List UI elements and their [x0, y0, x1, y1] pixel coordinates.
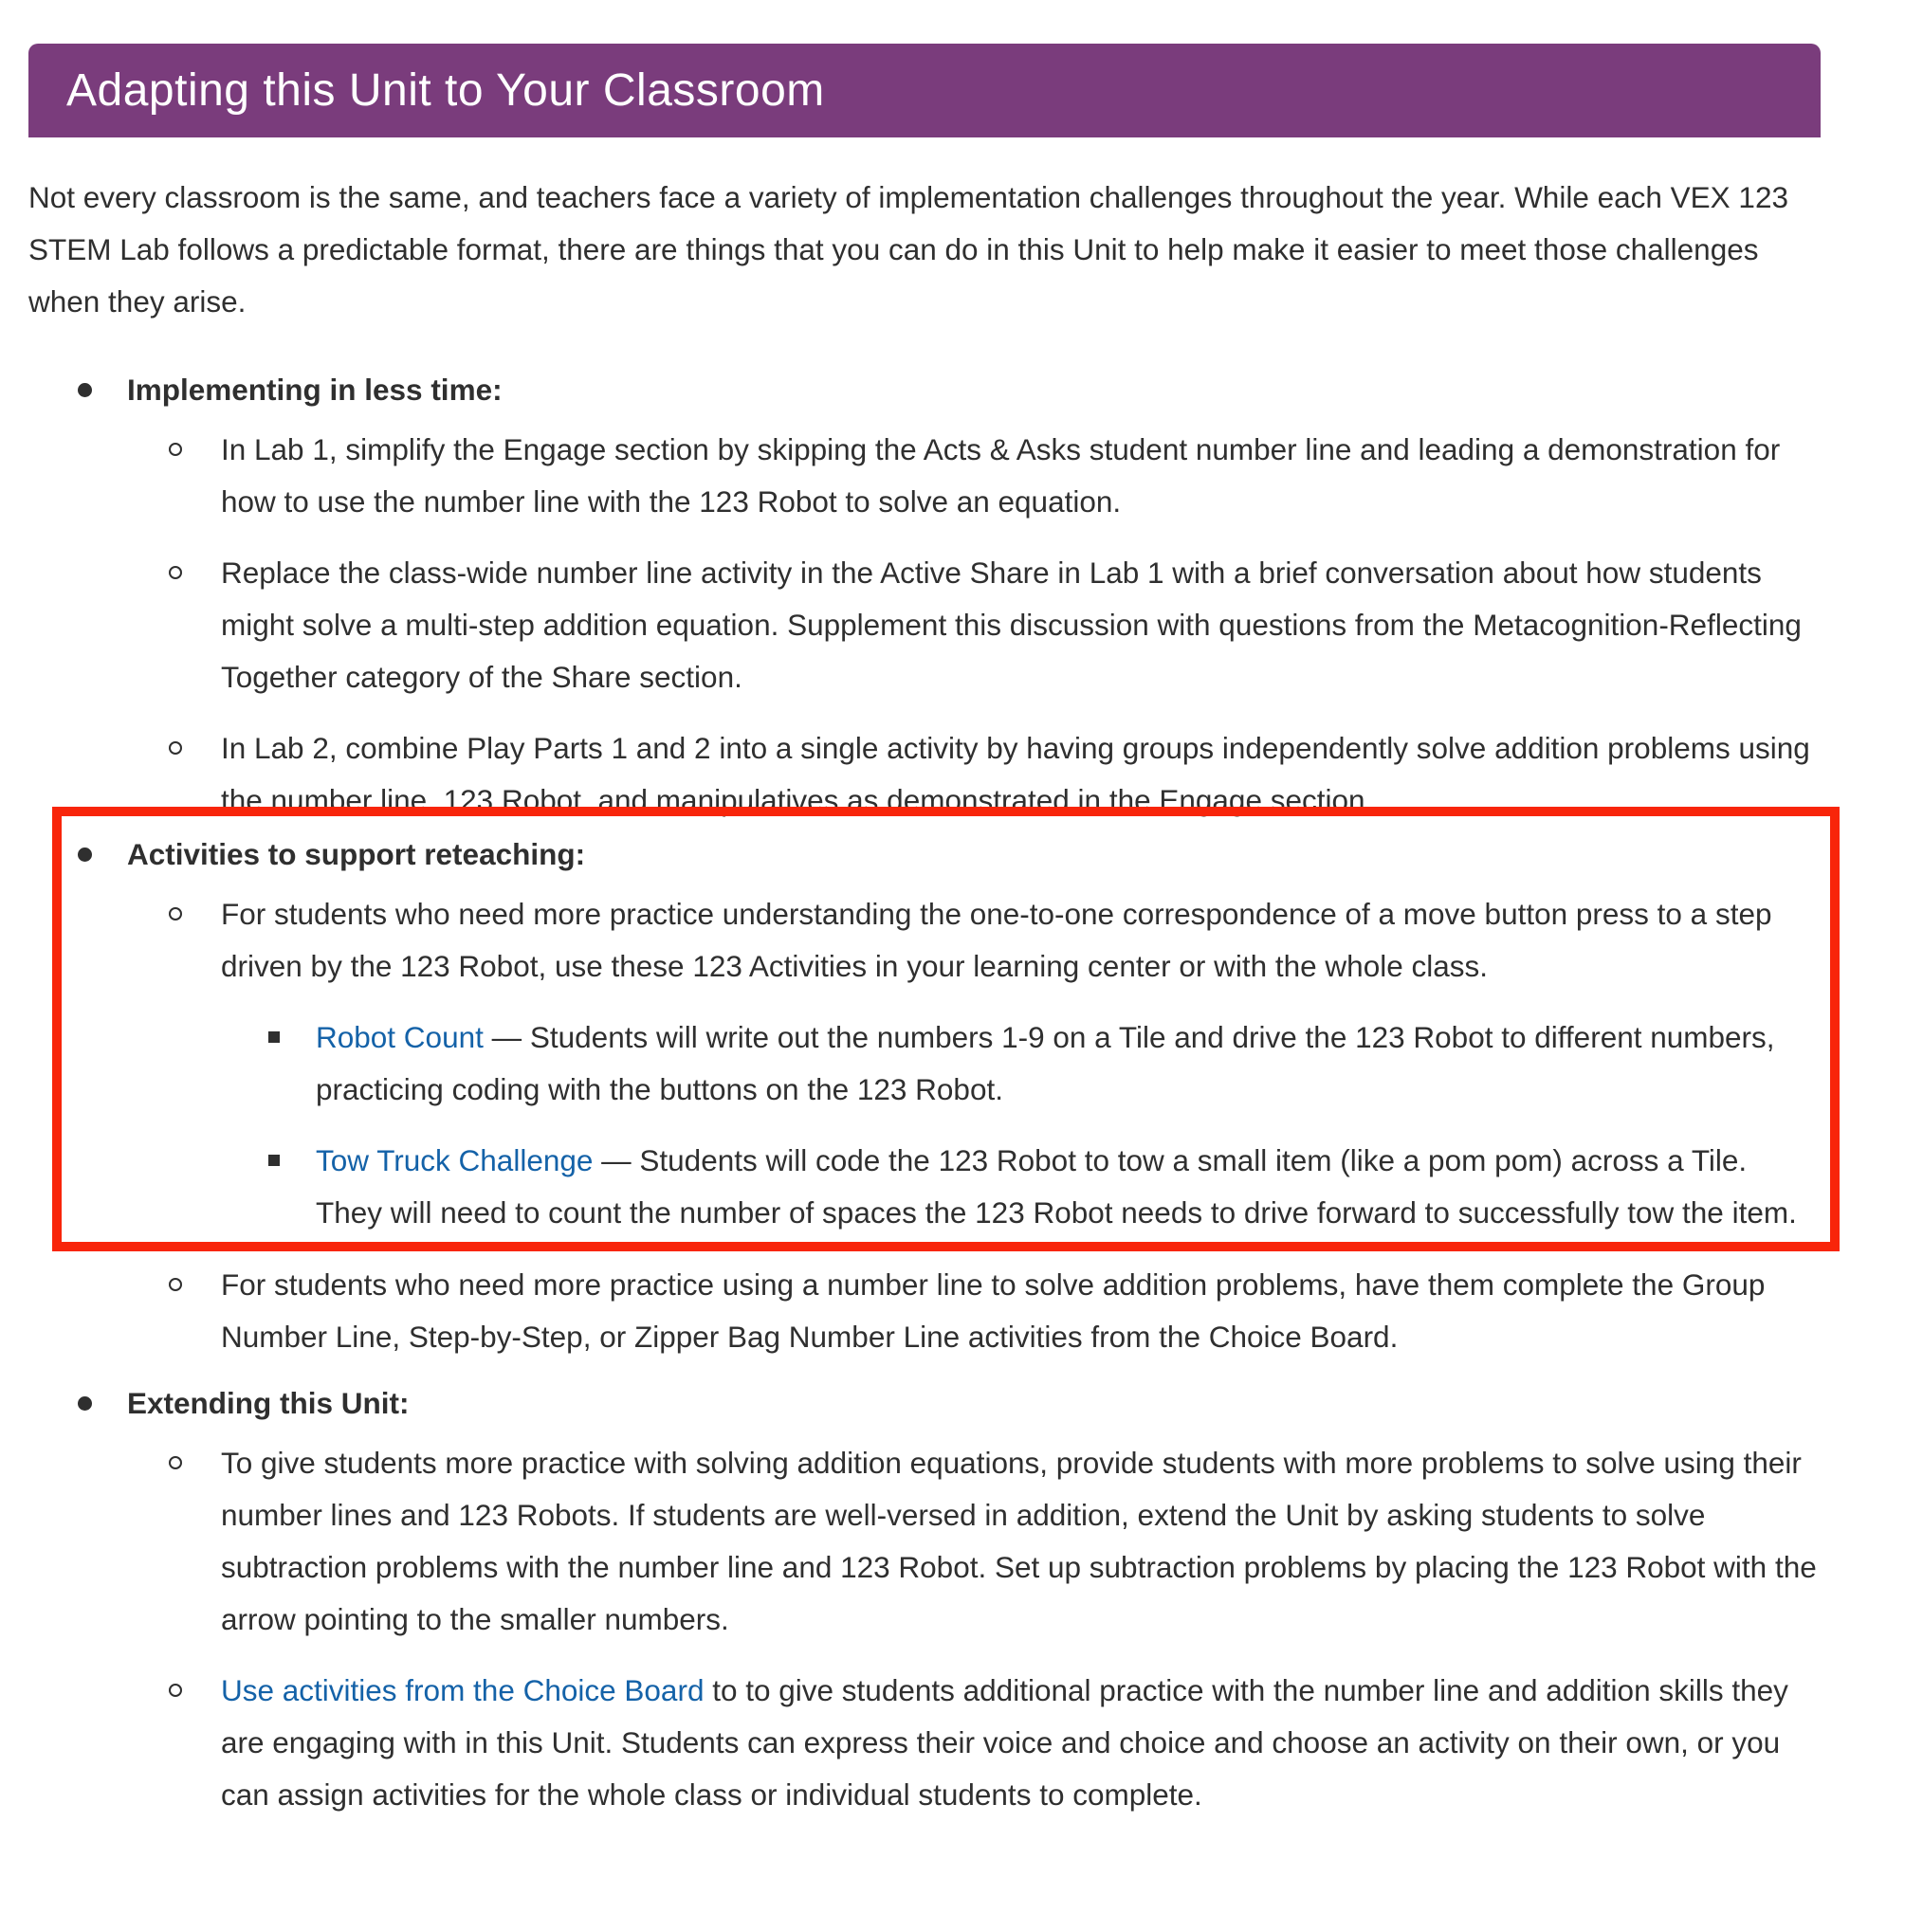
square-bullet-icon — [268, 1031, 280, 1043]
list-item — [28, 1135, 1821, 1239]
circle-bullet-icon — [169, 1456, 182, 1469]
section-header-banner — [28, 44, 1821, 137]
list-heading-label: Implementing in less time: — [127, 373, 503, 407]
list-item — [28, 888, 1821, 993]
list-item-text: To give students more practice with solving addition equations, provide students with more problems to solve using their number lines and 123 Robots. If students are well-versed in addition, extend the Unit by asking students to solve subtraction problems with the number line and 123 Robot. Set up subtraction problems by placing the 123 Robot with the arrow pointing to the smaller numbers. — [221, 1446, 1817, 1636]
circle-bullet-icon — [169, 741, 182, 755]
list-item — [28, 722, 1821, 827]
circle-bullet-icon — [169, 1684, 182, 1697]
highlighted-section — [28, 829, 1821, 1239]
list-heading-label: Extending this Unit: — [127, 1386, 410, 1420]
list-item — [28, 1012, 1821, 1116]
list-item-text: In Lab 2, combine Play Parts 1 and 2 into a single activity by having groups independently solve addition problems using the number line, 123 Robot, and manipulatives as demonstrated in the Engage section. — [221, 731, 1810, 817]
disc-bullet-icon — [78, 383, 92, 397]
tow-truck-challenge-link[interactable]: Tow Truck Challenge — [316, 1143, 594, 1177]
list-item-text: — Students will write out the numbers 1-9 on a Tile and drive the 123 Robot to different numbers, practicing coding with the buttons on the 123 Robot. — [316, 1020, 1775, 1106]
list-heading-reteaching — [28, 829, 1821, 881]
page-title: Adapting this Unit to Your Classroom — [66, 65, 825, 116]
page-content — [28, 44, 1821, 1821]
list-item — [28, 424, 1821, 528]
list-item-text: to to give students additional practice with the number line and addition skills they are engaging with in this Unit. Students can express their voice and choice and choose an activity on their own, or you can assign activities for the whole class or individual students to complete. — [221, 1673, 1788, 1812]
list-item — [28, 1665, 1821, 1821]
disc-bullet-icon — [78, 848, 92, 862]
disc-bullet-icon — [78, 1396, 92, 1411]
list-heading-extending — [28, 1377, 1821, 1430]
circle-bullet-icon — [169, 443, 182, 456]
list-item — [28, 1437, 1821, 1646]
list-item-text: In Lab 1, simplify the Engage section by skipping the Acts & Asks student number line and leading a demonstration for how to use the number line with the 123 Robot to solve an equation. — [221, 432, 1781, 519]
circle-bullet-icon — [169, 907, 182, 920]
list-item — [28, 1259, 1821, 1363]
list-item-text: For students who need more practice understanding the one-to-one correspondence of a move button press to a step driven by the 123 Robot, use these 123 Activities in your learning center or with the whole class. — [221, 897, 1772, 983]
robot-count-link[interactable]: Robot Count — [316, 1020, 484, 1054]
list-item-text: Replace the class-wide number line activity in the Active Share in Lab 1 with a brief conversation about how students might solve a multi-step addition equation. Supplement this discussion with questions from the Metacognition-Reflecting Together category of the Share section. — [221, 556, 1802, 694]
square-bullet-icon — [268, 1155, 280, 1166]
circle-bullet-icon — [169, 566, 182, 579]
intro-paragraph: Not every classroom is the same, and teachers face a variety of implementation challenges throughout the year. While each VEX 123 STEM Lab follows a predictable format, there are things that you can do in this Unit to help make it easier to meet those challenges when they arise. — [28, 180, 1788, 319]
list-item-text: — Students will code the 123 Robot to tow a small item (like a pom pom) across a Tile. They will need to count the number of spaces the 123 Robot needs to drive forward to successfully tow the item. — [316, 1143, 1797, 1230]
circle-bullet-icon — [169, 1278, 182, 1291]
list-heading-implementing — [28, 364, 1821, 416]
choice-board-link[interactable]: Use activities from the Choice Board — [221, 1673, 705, 1707]
list-item-text: For students who need more practice using a number line to solve addition problems, have them complete the Group Number Line, Step-by-Step, or Zipper Bag Number Line activities from the Choice Board. — [221, 1267, 1766, 1354]
list-item — [28, 547, 1821, 703]
list-heading-label: Activities to support reteaching: — [127, 837, 586, 871]
